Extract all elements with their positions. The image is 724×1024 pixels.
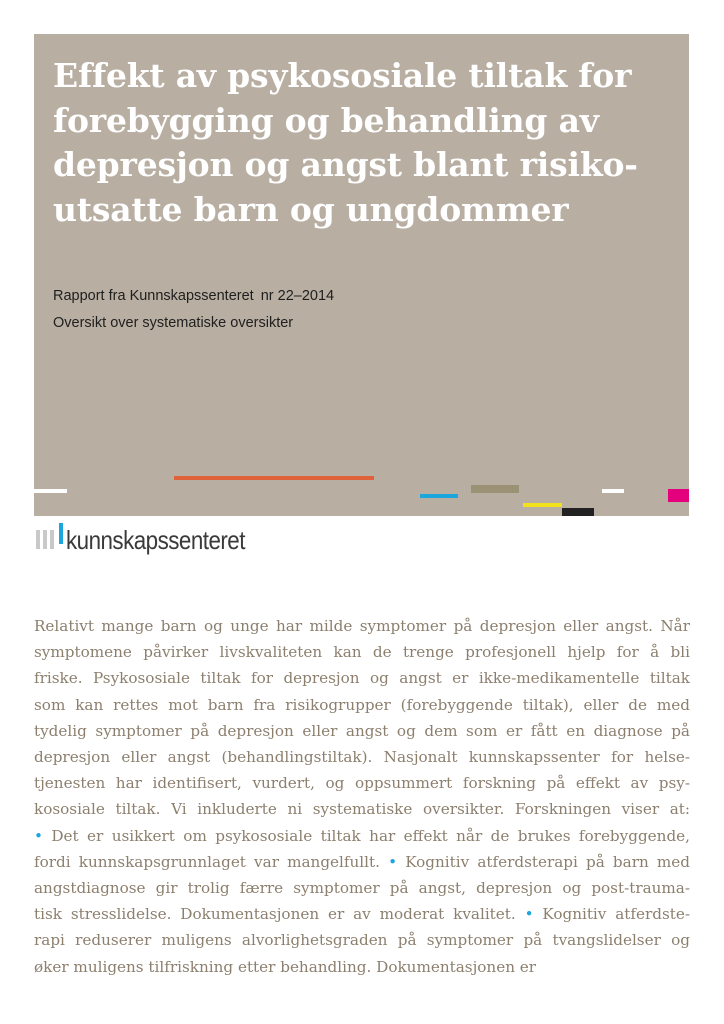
summary-line-text: Det er usikkert om psykososiale tiltak har effekt når de brukes forebyggende,	[42, 826, 690, 845]
summary-line	[34, 875, 690, 901]
decor-bar-white-left	[34, 489, 67, 493]
summary-line-text: Kognitiv atferdste-	[533, 905, 690, 924]
report-meta	[53, 283, 334, 337]
summary-line	[34, 849, 690, 875]
summary-text	[34, 613, 690, 980]
bullet-icon: •	[34, 826, 43, 845]
summary-line	[34, 665, 690, 691]
summary-line-text: symptomene påvirker livskvaliteten kan de trenge profesjonell hjelp for å bli	[34, 643, 690, 662]
logo-stripe-accent	[59, 523, 63, 544]
logo-stripe	[43, 530, 47, 549]
summary-line-prefix: fordi kunnskapsgrunnlaget var mangelfullt.	[34, 852, 380, 871]
report-cover	[34, 34, 689, 516]
report-title	[53, 54, 673, 232]
bullet-icon: •	[524, 905, 534, 924]
summary-line-text: Relativt mange barn og unge har milde symptomer på depresjon eller angst. Når	[34, 617, 690, 635]
decor-bar-black	[562, 508, 594, 516]
summary-line-text: friske. Psykososiale tiltak for depresjon og angst er ikke-medikamentelle tiltak	[34, 669, 690, 688]
summary-line	[34, 823, 690, 849]
summary-line	[34, 770, 690, 796]
summary-line-text: rapi reduserer muligens alvorlighetsgraden på symptomer på tvangslidelser og	[34, 931, 690, 950]
bullet-icon: •	[388, 852, 398, 871]
report-number: nr 22–2014	[260, 288, 335, 304]
summary-line	[34, 718, 690, 744]
title-line: forebygging og behandling av	[53, 100, 599, 140]
title-line: Effekt av psykososiale tiltak for	[53, 56, 632, 95]
summary-line-text: tydelig symptomer på depresjon eller angst og dem som er fått en diagnose på	[34, 721, 690, 740]
summary-line	[34, 954, 690, 980]
logo-stripe	[50, 530, 54, 549]
title-line: depresjon og angst blant risiko-	[53, 145, 638, 184]
summary-line-text: kososiale tiltak. Vi inkluderte ni systematiske oversikter. Forskningen viser at:	[34, 800, 690, 819]
report-series-label: Rapport fra Kunnskapssenteret	[53, 288, 254, 304]
summary-line-text: som kan rettes mot barn fra risikogrupper (forebyggende tiltak), eller de med	[34, 695, 690, 714]
summary-line-text: Kognitiv atferdsterapi på barn med	[397, 852, 691, 871]
report-type: Oversikt over systematiske oversikter	[53, 315, 294, 331]
logo-stripe	[36, 530, 40, 549]
summary-line	[34, 927, 690, 953]
summary-line	[34, 901, 690, 927]
summary-line	[34, 692, 690, 718]
summary-line-text: depresjon eller angst (behandlingstiltak). Nasjonalt kunnskapssenter for helse-	[34, 748, 690, 767]
decor-bar-orange	[174, 476, 374, 480]
logo-wordmark: kunnskapssenteret	[66, 525, 245, 555]
decor-bar-white-right	[602, 489, 624, 493]
summary-line	[34, 744, 690, 770]
summary-line-prefix: tisk stresslidelse. Dokumentasjonen er av moderat kvalitet.	[34, 905, 516, 924]
summary-line	[34, 796, 690, 822]
decor-bar-khaki	[471, 485, 519, 493]
decor-bar-magenta	[668, 489, 689, 502]
summary-line	[34, 613, 690, 639]
summary-line-text: øker muligens tilfriskning etter behandling. Dokumentasjonen er	[34, 957, 537, 976]
summary-line-text: tjenesten har identifisert, vurdert, og oppsummert forskning på effekt av psy-	[34, 774, 690, 793]
kunnskapssenteret-logo	[36, 523, 336, 555]
title-line: utsatte barn og ungdommer	[53, 189, 569, 229]
decor-bar-cyan	[420, 494, 458, 498]
decor-bar-yellow	[523, 503, 562, 507]
summary-line	[34, 639, 690, 665]
summary-line-text: angstdiagnose gir trolig færre symptomer på angst, depresjon og post-trauma-	[34, 879, 690, 898]
